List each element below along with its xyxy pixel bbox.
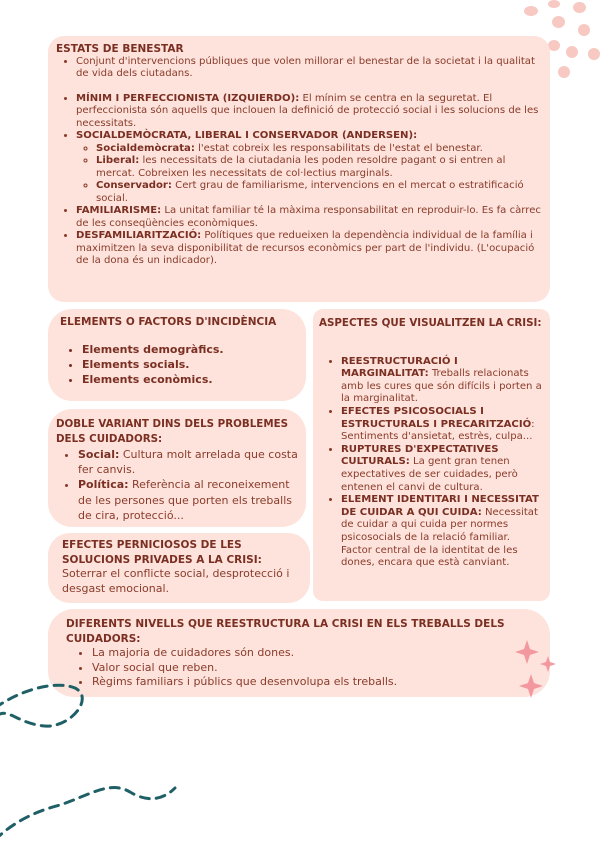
doble-title: DOBLE VARIANT DINS DELS PROBLEMES DELS CUIDADORS:	[56, 418, 289, 445]
aspectes-item-ruptures: • RUPTURES D'EXPECTATIVES CULTURALS: La gent gran tenen expectatives de ser cuidades, però entenen el canvi de cultura.	[341, 444, 544, 494]
doble-variant-box	[48, 409, 306, 527]
dot	[573, 2, 586, 13]
estats-item-social: • SOCIALDEMÒCRATA, LIBERAL I CONSERVADOR (ANDERSEN): ◦ Socialdemòcrata: l'estat cobreix les responsabilitats de l'estat el benestar. ◦ Liberal: les necessitats de la ciutadania les poden resoldre pagant o si entren al mercat. Cobreixen les necessitats de col·lectius marginals. ◦ Conservador: Cert grau de familiarisme, intervencions en el mercat o estratificació social.	[76, 130, 542, 205]
dot	[552, 16, 565, 28]
estats-title: ESTATS DE BENESTAR	[56, 43, 184, 55]
elements-box	[48, 309, 306, 401]
doble-item-social: • Social: Cultura molt arrelada que costa fer canvis.	[78, 447, 298, 477]
aspectes-box	[313, 309, 550, 601]
efectes-box	[48, 533, 310, 603]
nivells-item: • Valor social que reben.	[92, 661, 532, 676]
elements-item: • Elements econòmics.	[82, 372, 294, 387]
efectes-text: Soterrar el conflicte social, desprotecció i desgast emocional.	[62, 567, 290, 595]
dot	[566, 46, 578, 58]
nivells-item: • Règims familiars i públics que desenvolupa els treballs.	[92, 675, 532, 690]
estats-item-desfamiliaritzacio: • DESFAMILIARITZACIÓ: Polítiques que redueixen la dependència individual de la família i maximitzen la seva disponibilitat de recursos econòmics per part de l'individu. (L'ocupació de la dona és un indicador).	[76, 230, 542, 268]
estats-benestar-box	[48, 36, 550, 302]
sparkle-icon	[515, 640, 557, 702]
dot	[524, 6, 538, 16]
aspectes-item-reestructuracio: • REESTRUCTURACIÓ I MARGINALITAT: Treballs relacionats amb les cures que són difícils i porten a la marginalitat.	[341, 356, 544, 406]
estats-sub-socialdemocrata: ◦ Socialdemòcrata: l'estat cobreix les responsabilitats de l'estat el benestar.	[96, 143, 542, 156]
nivells-item: • La majoria de cuidadores són dones.	[92, 646, 532, 661]
dot	[578, 24, 590, 36]
estats-item-minim: • MÍNIM I PERFECCIONISTA (IZQUIERDO): El mínim se centra en la seguretat. El perfeccionista són aquells que inclouen la definició de protecció social i les solucions de les necessitats.	[76, 93, 542, 131]
estats-sub-liberal: ◦ Liberal: les necessitats de la ciutadania les poden resoldre pagant o si entren al mercat. Cobreixen les necessitats de col·lectius marginals.	[96, 155, 542, 180]
dot	[588, 48, 600, 60]
doble-item-politica: • Política: Referència al reconeixement de les persones que porten els treballs de cira, protecció...	[78, 477, 298, 523]
aspectes-item-identitari: • ELEMENT IDENTITARI I NECESSITAT DE CUIDAR A QUI CUIDA: Necessitat de cuidar a qui cuida per normes psicosocials de la relació familiar. Factor central de la identitat de les dones, encara que està canviant.	[341, 494, 544, 570]
nivells-title: DIFERENTS NIVELLS QUE REESTRUCTURA LA CRISI EN ELS TREBALLS DELS CUIDADORS:	[66, 618, 505, 645]
aspectes-item-psicosocials: • EFECTES PSICOSOCIALS I ESTRUCTURALS I PRECARITZACIÓ: Sentiments d'ansietat, estrès, culpa...	[341, 406, 544, 444]
elements-title: ELEMENTS O FACTORS D'INCIDÈNCIA	[60, 316, 277, 328]
estats-item-familiarisme: • FAMILIARISME: La unitat familiar té la màxima responsabilitat en reproduir-lo. Es fa càrrec de les conseqüències econòmiques.	[76, 205, 542, 230]
dot	[548, 0, 560, 8]
estats-sub-conservador: ◦ Conservador: Cert grau de familiarisme, intervencions en el mercat o estratificació social.	[96, 180, 542, 205]
efectes-title: EFECTES PERNICIOSOS DE LES SOLUCIONS PRIVADES A LA CRISI:	[62, 539, 262, 566]
aspectes-title: ASPECTES QUE VISUALITZEN LA CRISI:	[319, 317, 542, 329]
dashed-wave-decoration	[0, 680, 200, 848]
dot	[558, 66, 570, 78]
estats-intro: • Conjunt d'intervencions públiques que volen millorar el benestar de la societat i la qualitat de vida dels ciutadans.	[76, 56, 542, 81]
elements-item: • Elements socials.	[82, 357, 294, 372]
elements-item: • Elements demogràfics.	[82, 342, 294, 357]
